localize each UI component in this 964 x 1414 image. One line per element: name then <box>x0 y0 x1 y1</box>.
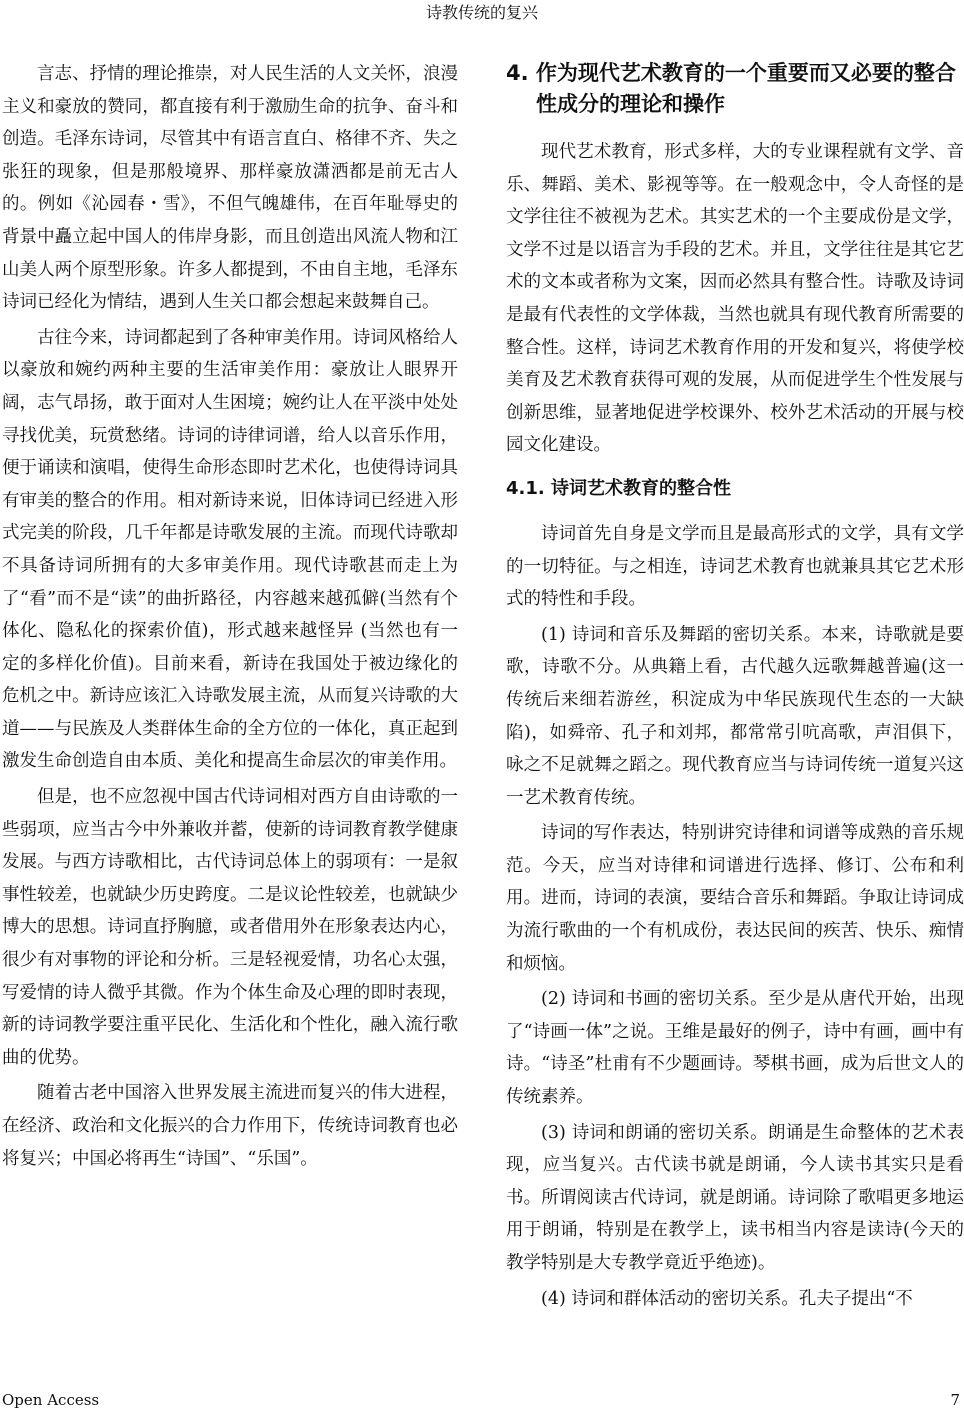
footer-open-access: Open Access <box>2 1391 100 1409</box>
body-paragraph: 随着古老中国溶入世界发展主流进而复兴的伟大进程，在经济、政治和文化振兴的合力作用下，传统诗词教育也必将复兴；中国必将再生“诗国”、“乐国”。 <box>2 1083 458 1169</box>
page-number: 7 <box>950 1391 960 1409</box>
body-paragraph: 诗词首先自身是文学而且是最高形式的文学，具有文学的一切特征。与之相连，诗词艺术教育也就兼具其它艺术形式的特性和手段。 <box>506 523 964 610</box>
body-paragraph: 但是，也不应忽视中国古代诗词相对西方自由诗歌的一些弱项，应当古今中外兼收并蓄，使新的诗词教育教学健康发展。与西方诗歌相比，古代诗词总体上的弱项有：一是叙事性较差，也就缺少历史跨度。二是议论性较差，也就缺少博大的思想。诗词直抒胸臆，或者借用外在形象表达内心，很少有对事物的评论和分析。三是轻视爱情，功名心太强，写爱情的诗人微乎其微。作为个体生命及心理的即时表现，新的诗词教学要注重平民化、生活化和个性化，融入流行歌曲的优势。 <box>2 787 458 1068</box>
subsection-heading: 4.1. 诗词艺术教育的整合性 <box>506 477 731 499</box>
body-paragraph: 现代艺术教育，形式多样，大的专业课程就有文学、音乐、舞蹈、美术、影视等等。在一般观念中，令人奇怪的是文学往往不被视为艺术。其实艺术的一个主要成份是文学，文学不过是以语言为手段的艺术。并且，文学往往是其它艺术的文本或者称为文案，因而必然具有整合性。诗歌及诗词是最有代表性的文学体裁，当然也就具有现代教育所需要的整合性。这样，诗词艺术教育作用的开发和复兴，将使学校美育及艺术教育获得可观的发展，从而促进学生个性发展与创新思维，显著地促进学校课外、校外艺术活动的开展与校园文化建设。 <box>506 142 964 456</box>
running-head: 诗教传统的复兴 <box>425 3 538 22</box>
body-paragraph: 古往今来，诗词都起到了各种审美作用。诗词风格给人以豪放和婉约两种主要的生活审美作用：豪放让人眼界开阔，志气昂扬，敢于面对人生困境；婉约让人在平淡中处处寻找优美，玩赏愁绪。诗词的诗律词谱，给人以音乐作用，便于诵读和演唱，使得生命形态即时艺术化，也使得诗词具有审美的整合的作用。相对新诗来说，旧体诗词已经进入形式完美的阶段，几千年都是诗歌发展的主流。而现代诗歌却不具备诗词所拥有的大多审美作用。现代诗歌甚而走上为了“看”而不是“读”的曲折路径，内容越来越孤僻(当然有个体化、隐私化的探索价值)，形式越来越怪异 (当然也有一定的多样化价值)。目前来看，新诗在我国处于被边缘化的危机之中。新诗应该汇入诗歌发展主流，从而复兴诗歌的大道——与民族及人类群体生命的全方位的一体化，真正起到激发生命创造自由本质、美化和提高生命层次的审美作用。 <box>2 327 458 772</box>
body-paragraph: 言志、抒情的理论推崇，对人民生活的人文关怀，浪漫主义和豪放的赞同，都直接有利于激励生命的抗争、奋斗和创造。毛泽东诗词，尽管其中有语言直白、格律不齐、失之张狂的现象，但是那般境界、那样豪放潇洒都是前无古人的。例如《沁园春・雪》，不但气魄雄伟，在百年耻辱史的背景中矗立起中国人的伟岸身影，而且创造出风流人物和江山美人两个原型形象。许多人都提到，不由自主地，毛泽东诗词已经化为情结，遇到人生关口都会想起来鼓舞自己。 <box>2 64 458 313</box>
right-column <box>506 58 964 1315</box>
body-paragraph: 诗词的写作表达，特别讲究诗律和词谱等成熟的音乐规范。今天，应当对诗律和词谱进行选择、修订、公布和利用。进而，诗词的表演，要结合音乐和舞蹈。争取让诗词成为流行歌曲的一个有机成份，表达民间的疾苦、快乐、痴情和烦恼。 <box>506 823 964 974</box>
body-paragraph: (3) 诗词和朗诵的密切关系。朗诵是生命整体的艺术表现，应当复兴。古代读书就是朗诵，今人读书其实只是看书。所谓阅读古代诗词，就是朗诵。诗词除了歌唱更多地运用于朗诵，特别是在教学上，读书相当内容是读诗(今天的教学特别是大专教学竟近乎绝迹)。 <box>506 1122 964 1273</box>
body-paragraph: (4) 诗词和群体活动的密切关系。孔夫子提出“不 <box>541 1288 913 1309</box>
body-paragraph: (1) 诗词和音乐及舞蹈的密切关系。本来，诗歌就是要歌，诗歌不分。从典籍上看，古代越久远歌舞越普遍(这一传统后来细若游丝，积淀成为中华民族现代生态的一大缺陷)，如舜帝、孔子和刘邦，都常常引吭高歌，声泪俱下，咏之不足就舞之蹈之。现代教育应当与诗词传统一道复兴这一艺术教育传统。 <box>506 624 964 808</box>
body-paragraph: (2) 诗词和书画的密切关系。至少是从唐代开始，出现了“诗画一体”之说。王维是最好的例子，诗中有画，画中有诗。“诗圣”杜甫有不少题画诗。琴棋书画，成为后世文人的传统素养。 <box>506 989 964 1108</box>
left-column <box>2 58 458 1175</box>
section-heading: 4. 作为现代艺术教育的一个重要而又必要的整合性成分的理论和操作 <box>506 61 956 116</box>
